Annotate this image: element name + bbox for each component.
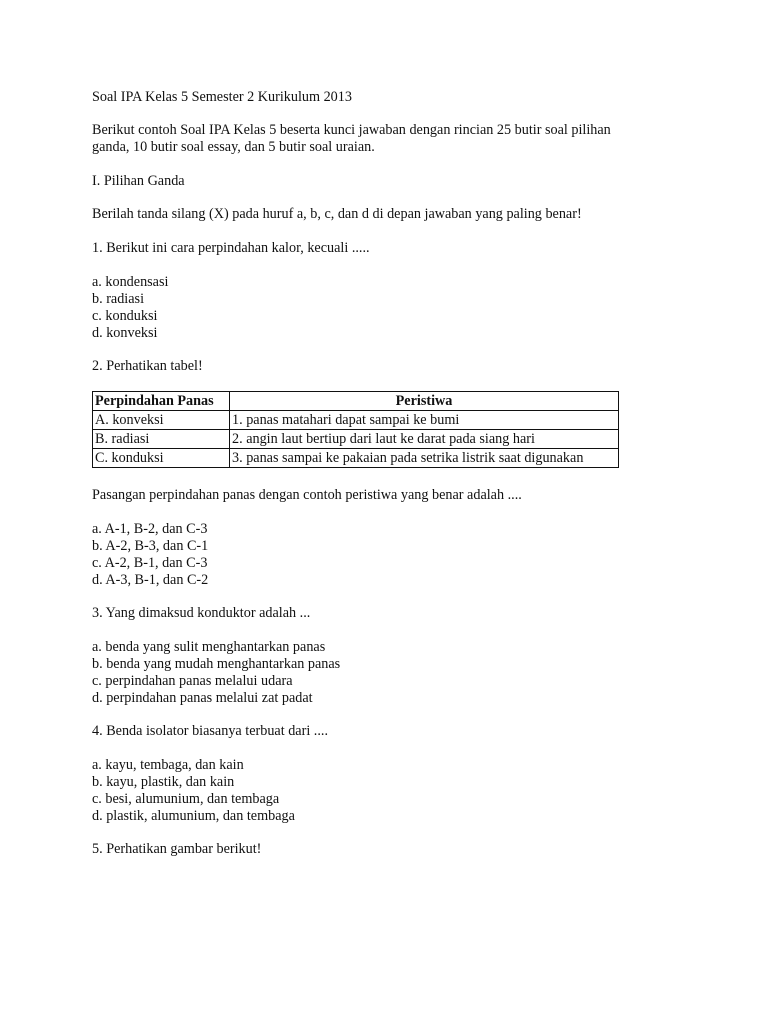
q3-option-d: d. perpindahan panas melalui zat padat (92, 690, 313, 706)
section-heading: I. Pilihan Ganda (92, 173, 185, 189)
heat-transfer-table (92, 391, 619, 468)
table-cell: B. radiasi (93, 430, 230, 449)
question-5: 5. Perhatikan gambar berikut! (92, 841, 262, 857)
table-cell: C. konduksi (93, 449, 230, 468)
question-1: 1. Berikut ini cara perpindahan kalor, kecuali ..... (92, 240, 370, 256)
intro-line-2: ganda, 10 butir soal essay, dan 5 butir soal uraian. (92, 139, 375, 155)
table-cell: 1. panas matahari dapat sampai ke bumi (230, 411, 619, 430)
document-title: Soal IPA Kelas 5 Semester 2 Kurikulum 2013 (92, 89, 352, 105)
table-row (93, 411, 619, 430)
table-header-transfer: Perpindahan Panas (93, 392, 230, 411)
q2-option-d: d. A-3, B-1, dan C-2 (92, 572, 209, 588)
table-cell: A. konveksi (93, 411, 230, 430)
q2-option-a: a. A-1, B-2, dan C-3 (92, 521, 208, 537)
question-4: 4. Benda isolator biasanya terbuat dari .... (92, 723, 328, 739)
table-cell: 2. angin laut bertiup dari laut ke darat pada siang hari (230, 430, 619, 449)
table-header-row (93, 392, 619, 411)
q4-option-a: a. kayu, tembaga, dan kain (92, 757, 244, 773)
q4-option-b: b. kayu, plastik, dan kain (92, 774, 235, 790)
table-row (93, 449, 619, 468)
q1-option-c: c. konduksi (92, 308, 158, 324)
q4-option-c: c. besi, alumunium, dan tembaga (92, 791, 280, 807)
q3-option-c: c. perpindahan panas melalui udara (92, 673, 293, 689)
table-header-event: Peristiwa (230, 392, 619, 411)
q1-option-b: b. radiasi (92, 291, 145, 307)
table-row (93, 430, 619, 449)
instruction: Berilah tanda silang (X) pada huruf a, b, c, dan d di depan jawaban yang paling benar! (92, 206, 582, 222)
question-2: 2. Perhatikan tabel! (92, 358, 203, 374)
q4-option-d: d. plastik, alumunium, dan tembaga (92, 808, 295, 824)
q2-option-b: b. A-2, B-3, dan C-1 (92, 538, 209, 554)
q3-option-a: a. benda yang sulit menghantarkan panas (92, 639, 326, 655)
question-3: 3. Yang dimaksud konduktor adalah ... (92, 605, 311, 621)
q2-question: Pasangan perpindahan panas dengan contoh peristiwa yang benar adalah .... (92, 487, 522, 503)
q1-option-d: d. konveksi (92, 325, 158, 341)
q1-option-a: a. kondensasi (92, 274, 169, 290)
q3-option-b: b. benda yang mudah menghantarkan panas (92, 656, 341, 672)
table-cell: 3. panas sampai ke pakaian pada setrika listrik saat digunakan (230, 449, 619, 468)
q2-option-c: c. A-2, B-1, dan C-3 (92, 555, 208, 571)
intro-line-1: Berikut contoh Soal IPA Kelas 5 beserta kunci jawaban dengan rincian 25 butir soal pilihan (92, 122, 611, 138)
